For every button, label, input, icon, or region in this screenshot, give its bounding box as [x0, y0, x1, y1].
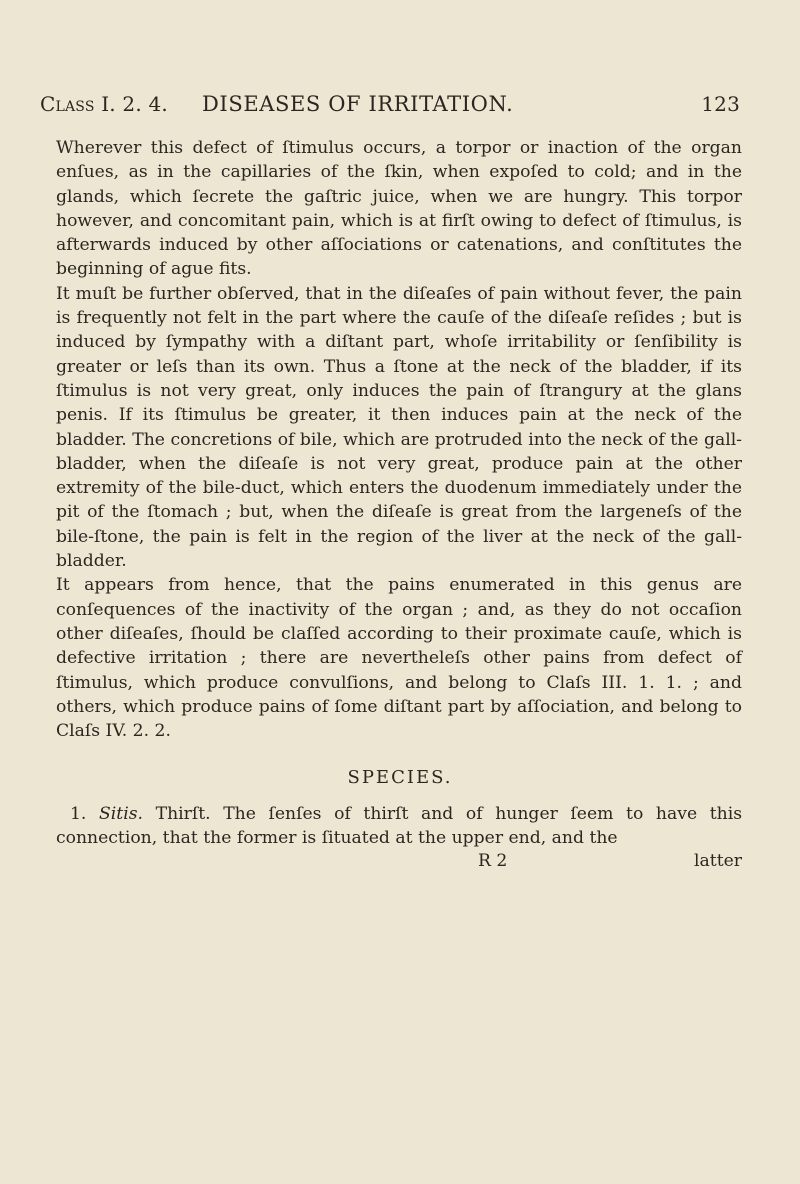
running-head-title: DISEASES OF IRRITATION. — [202, 92, 514, 116]
paragraph-1: Wherever this defect of ſtimulus occurs, a torpor or inaction of the organ enſues, as in the capillaries of the ſkin, when expoſed to cold; and in the glands, which ſecrete the gaſtric juice, when we are hungry. This torpor however, and concomitant pain, which is at firſt owing to defect of ſtimulus, is afterwards induced by other aſſociations or catenations, and conſtitutes the beginning of ague fits. — [56, 138, 742, 280]
species-entry — [56, 802, 742, 851]
signature-mark: R 2 — [478, 851, 508, 871]
running-head — [40, 92, 740, 122]
page-footer — [56, 851, 742, 877]
paragraph-3: It appears from hence, that the pains enumerated in this genus are conſequences of the inactivity of the organ ; and, as they do not occaſion other diſeaſes, ſhould be claſſed according to their proximate cauſe, which is defective irritation ; there are nevertheleſs other pains from defect of ſtimulus, which produce convulſions, and belong to Claſs III. 1. 1. ; and others, which produce pains of ſome diſtant part by aſſociation, and belong to Claſs IV. 2. 2. — [56, 575, 742, 742]
species-description: Thirſt. The ſenſes of thirſt and of hunger ſeem to have this connection, that the former is ſituated at the upper end, and the — [56, 804, 743, 849]
species-number: 1. — [70, 804, 87, 824]
species-latin-name: Sitis. — [99, 804, 143, 824]
catchword: latter — [694, 851, 742, 871]
page-number: 123 — [701, 92, 740, 116]
running-head-class: Class I. 2. 4. — [40, 92, 168, 116]
body-text — [56, 136, 742, 743]
paragraph-2: It muſt be further obſerved, that in the diſeaſes of pain without fever, the pain is frequently not felt in the part where the cauſe of the diſeaſe reſides ; but is induced by ſympathy with a diſtant part, whoſe irritability or ſenſibility is greater or leſs than its own. Thus a ſtone at the neck of the bladder, if its ſtimulus is not very great, only induces the pain of ſtrangury at the glans penis. If its ſtimulus be greater, it then induces pain at the neck of the bladder. The concretions of bile, which are protruded into the neck of the gall-bladder, when the diſeaſe is not very great, produce pain at the other extremity of the bile-duct, which enters the duodenum immediately under the pit of the ſtomach ; but, when the diſeaſe is great from the largeneſs of the bile-ſtone, the pain is felt in the region of the liver at the neck of the gall-bladder. — [56, 283, 742, 572]
species-heading: SPECIES. — [347, 767, 453, 788]
